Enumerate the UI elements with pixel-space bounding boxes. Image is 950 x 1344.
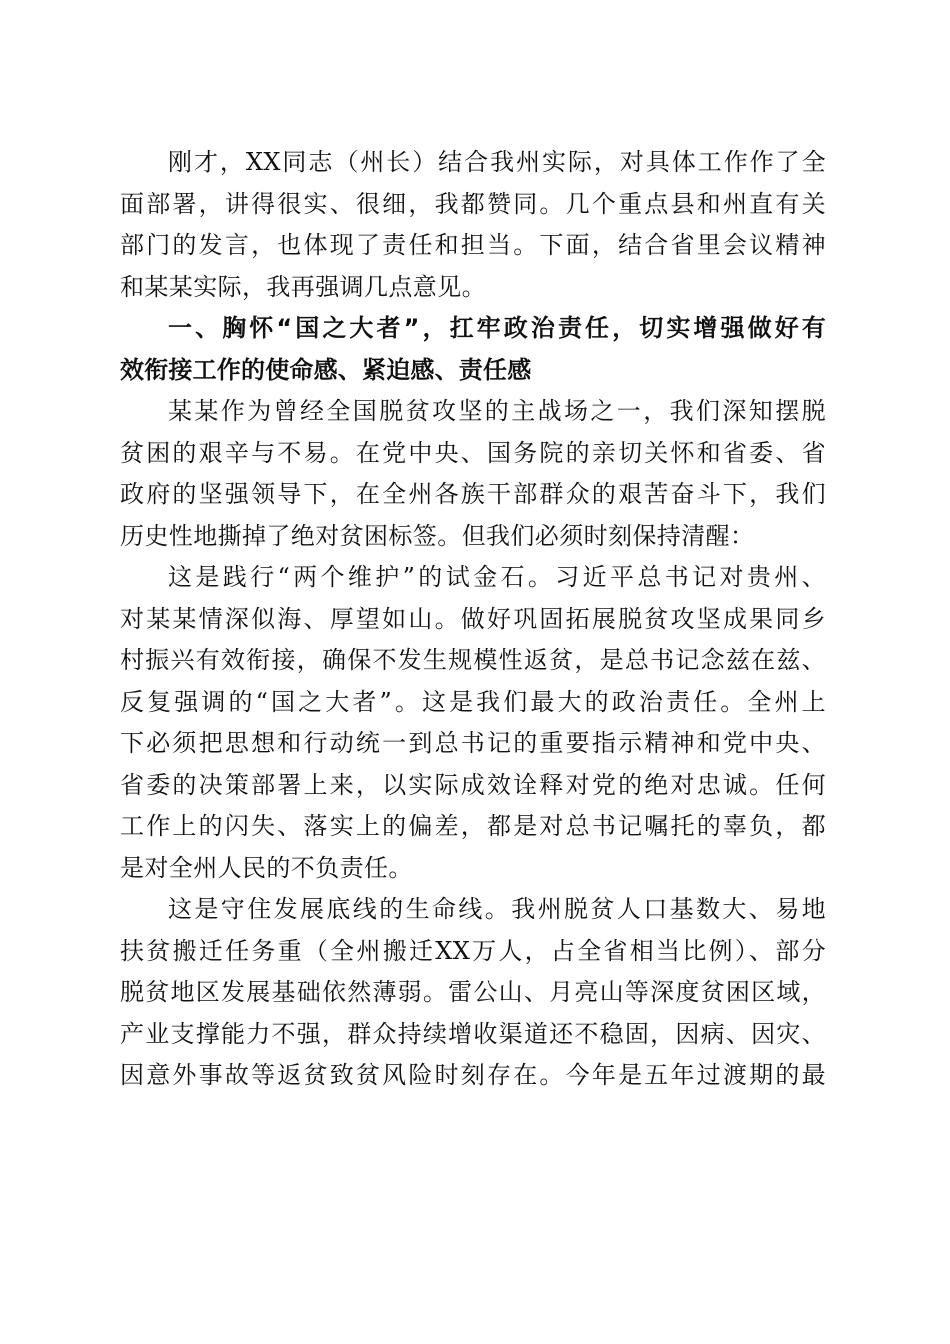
text-line: 这是践行“两个维护”的试金石。习近平总书记对贵州、 (168, 563, 826, 591)
paragraph-background (120, 391, 826, 557)
text-line: 脱贫地区发展基础依然薄弱。雷公山、月亮山等深度贫困区域， (120, 978, 826, 1006)
paragraph-touchstone (120, 557, 826, 889)
text-line: 历史性地撕掉了绝对贫困标签。但我们必须时刻保持清醒： (120, 521, 755, 550)
text-line: 下必须把思想和行动统一到总书记的重要指示精神和党中央、 (120, 729, 826, 757)
text-line: 因意外事故等返贫致贫风险时刻存在。今年是五年过渡期的最 (120, 1061, 826, 1089)
text-line: 产业支撑能力不强，群众持续增收渠道还不稳固，因病、因灾、 (120, 1019, 826, 1048)
paragraph-lifeline (120, 889, 826, 1097)
text-line: 面部署，讲得很实、很细，我都赞同。几个重点县和州直有关 (120, 189, 826, 218)
text-line: 扶贫搬迁任务重（全州搬迁XX万人，占全省相当比例）、部分 (120, 936, 826, 965)
text-line: 贫困的艰辛与不易。在党中央、国务院的亲切关怀和省委、省 (120, 438, 826, 467)
heading-line: 一、胸怀“国之大者”，扛牢政治责任，切实增强做好有 (168, 314, 826, 342)
text-line: 某某作为曾经全国脱贫攻坚的主战场之一，我们深知摆脱 (168, 397, 826, 425)
section-heading (120, 308, 826, 391)
text-line: 对某某情深似海、厚望如山。做好巩固拓展脱贫攻坚成果同乡 (120, 604, 826, 633)
document-body (120, 142, 826, 1097)
text-line: 部门的发言，也体现了责任和担当。下面，结合省里会议精神 (120, 231, 826, 259)
text-line: 和某某实际，我再强调几点意见。 (120, 272, 486, 301)
heading-line: 效衔接工作的使命感、紧迫感、责任感 (120, 355, 532, 384)
text-line: 反复强调的“国之大者”。这是我们最大的政治责任。全州上 (120, 687, 826, 716)
text-line: 村振兴有效衔接，确保不发生规模性返贫，是总书记念兹在兹、 (120, 646, 826, 674)
paragraph-intro (120, 142, 826, 308)
text-line: 省委的决策部署上来，以实际成效诠释对党的绝对忠诚。任何 (120, 770, 826, 799)
text-line: 工作上的闪失、落实上的偏差，都是对总书记嘱托的辜负，都 (120, 812, 826, 840)
text-line: 刚才，XX同志（州长）结合我州实际，对具体工作作了全 (168, 148, 826, 176)
text-line: 这是守住发展底线的生命线。我州脱贫人口基数大、易地 (168, 895, 826, 923)
text-line: 政府的坚强领导下，在全州各族干部群众的艰苦奋斗下，我们 (120, 480, 826, 508)
text-line: 是对全州人民的不负责任。 (120, 853, 413, 882)
